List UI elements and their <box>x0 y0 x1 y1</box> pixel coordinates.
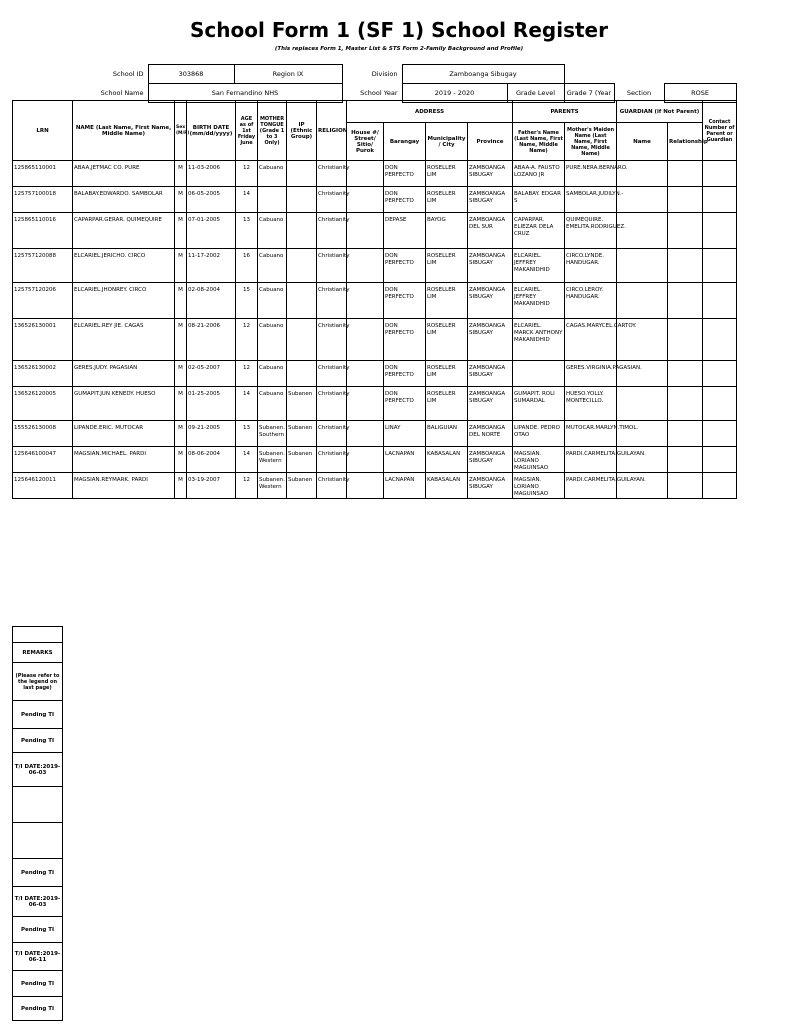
lrn-cell: 125757120206 <box>13 283 73 319</box>
sex-cell: M <box>175 447 187 473</box>
school-year-label: School Year <box>360 88 398 97</box>
lrn-cell: 125865110016 <box>13 213 73 249</box>
lrn-cell: 125865110001 <box>13 161 73 187</box>
house-cell <box>347 361 384 387</box>
house-cell <box>347 187 384 213</box>
school-year-value: 2019 - 2020 <box>403 84 508 102</box>
guardian-name-cell <box>617 387 668 421</box>
grade-level-label: Grade Level <box>515 88 556 97</box>
house-cell <box>347 387 384 421</box>
province-cell: ZAMBOANGA DEL NORTE <box>468 421 513 447</box>
remarks-header: REMARKS <box>13 643 63 663</box>
birth-date-cell: 02-05-2007 <box>187 361 236 387</box>
province-cell: ZAMBOANGA SIBUGAY <box>468 319 513 361</box>
barangay-cell: LINAY <box>384 421 426 447</box>
relationship-cell <box>668 387 703 421</box>
contact-cell <box>703 249 737 283</box>
father-name-cell: GUMAPIT. ROLI SUMARDAL <box>513 387 565 421</box>
header-religion: RELIGION <box>317 101 347 161</box>
sex-cell: M <box>175 161 187 187</box>
student-row <box>13 283 737 319</box>
mother-tongue-cell: Subanen. Western <box>258 473 287 499</box>
age-cell: 16 <box>236 249 258 283</box>
mother-name-cell: HUESO.YOLLY. MONTECILLO. <box>565 387 617 421</box>
mother-name-cell: GERES.VIRGINIA.PAGASIAN. <box>565 361 617 387</box>
relationship-cell <box>668 283 703 319</box>
birth-date-cell: 02-08-2004 <box>187 283 236 319</box>
barangay-cell: DON PERFECTO <box>384 387 426 421</box>
guardian-name-cell <box>617 283 668 319</box>
student-row <box>13 447 737 473</box>
religion-cell: Christianity <box>317 473 347 499</box>
religion-cell: Christianity <box>317 447 347 473</box>
sex-cell: M <box>175 283 187 319</box>
religion-cell: Christianity <box>317 387 347 421</box>
lrn-cell: 125646100047 <box>13 447 73 473</box>
municipality-cell: BAYOG <box>426 213 468 249</box>
mother-name-cell: QUIMEQUIRE. EMELITA.RODRIGUEZ. <box>565 213 617 249</box>
barangay-cell: DON PERFECTO <box>384 187 426 213</box>
student-row <box>13 421 737 447</box>
lrn-cell: 125757100018 <box>13 187 73 213</box>
remarks-note: (Please refer to the legend on last page) <box>13 663 63 701</box>
lrn-cell: 136526120005 <box>13 387 73 421</box>
name-cell: GUMAPIT.JUN KENEDY. HUESO <box>73 387 175 421</box>
header-address: ADDRESS <box>347 101 513 123</box>
sex-cell: M <box>175 213 187 249</box>
ip-cell <box>287 361 317 387</box>
age-cell: 15 <box>236 283 258 319</box>
age-cell: 14 <box>236 387 258 421</box>
ip-cell <box>287 249 317 283</box>
barangay-cell: LACNAPAN <box>384 473 426 499</box>
age-cell: 12 <box>236 319 258 361</box>
ip-cell <box>287 187 317 213</box>
mother-name-cell: SAMBOLAR.JUDILYN.- <box>565 187 617 213</box>
house-cell <box>347 447 384 473</box>
remark-cell: Pending TI <box>13 701 63 729</box>
municipality-cell: KABASALAN <box>426 473 468 499</box>
sex-cell: M <box>175 421 187 447</box>
barangay-cell: DON PERFECTO <box>384 361 426 387</box>
ip-cell: Subanen <box>287 387 317 421</box>
province-cell: ZAMBOANGA SIBUGAY <box>468 361 513 387</box>
header-province: Province <box>468 123 513 161</box>
mother-tongue-cell: Cabuano <box>258 387 287 421</box>
contact-cell <box>703 473 737 499</box>
ip-cell: Subanen <box>287 447 317 473</box>
remark-cell: T/I DATE:2019-06-03 <box>13 753 63 787</box>
sex-cell: M <box>175 387 187 421</box>
contact-cell <box>703 283 737 319</box>
relationship-cell <box>668 421 703 447</box>
student-row <box>13 319 737 361</box>
name-cell: ELCARIEL.REY JIE. CAGAS <box>73 319 175 361</box>
mother-tongue-cell: Cabuano <box>258 283 287 319</box>
header-relationship: Relationship <box>668 123 703 161</box>
municipality-cell: ROSELLER LIM <box>426 283 468 319</box>
birth-date-cell: 08-06-2004 <box>187 447 236 473</box>
birth-date-cell: 07-01-2005 <box>187 213 236 249</box>
relationship-cell <box>668 319 703 361</box>
remark-rows <box>13 701 63 1021</box>
father-name-cell: ABAA-A. FAUSTO LOZANO JR <box>513 161 565 187</box>
mother-tongue-cell: Cabuano <box>258 249 287 283</box>
header-parents: PARENTS <box>513 101 617 123</box>
name-cell: GERES.JUDY. PAGASIAN <box>73 361 175 387</box>
mother-name-cell: PARDI.CARMELITA.GUILAYAN. <box>565 473 617 499</box>
age-cell: 13 <box>236 213 258 249</box>
mother-name-cell: CIRCO.LYNDE. HANDUGAR. <box>565 249 617 283</box>
guardian-name-cell <box>617 213 668 249</box>
mother-name-cell: PURE.NERA.BERNARO. <box>565 161 617 187</box>
remark-cell: Pending TI <box>13 997 63 1021</box>
relationship-cell <box>668 161 703 187</box>
house-cell <box>347 473 384 499</box>
municipality-cell: BALIGUIAN <box>426 421 468 447</box>
header-mother-tongue: MOTHER TONGUE (Grade 1 to 3 Only) <box>258 101 287 161</box>
student-row <box>13 473 737 499</box>
house-cell <box>347 161 384 187</box>
lrn-cell: 136526130002 <box>13 361 73 387</box>
municipality-cell: ROSELLER LIM <box>426 249 468 283</box>
age-cell: 14 <box>236 447 258 473</box>
student-row <box>13 213 737 249</box>
remark-cell <box>13 823 63 859</box>
mother-name-cell: CIRCO.LEROY. HANDUGAR. <box>565 283 617 319</box>
name-cell: MAGSIAN.REYMARK. PARDI <box>73 473 175 499</box>
header-sex: Sex (M/F) <box>175 101 187 161</box>
birth-date-cell: 11-17-2002 <box>187 249 236 283</box>
header-age: AGE as of 1st Friday June <box>236 101 258 161</box>
remark-cell <box>13 787 63 823</box>
section-value: ROSE <box>664 84 736 103</box>
province-cell: ZAMBOANGA SIBUGAY <box>468 387 513 421</box>
age-cell: 12 <box>236 473 258 499</box>
barangay-cell: LACNAPAN <box>384 447 426 473</box>
ip-cell <box>287 319 317 361</box>
header-contact: Contact Number of Parent or Guardian <box>703 101 737 161</box>
school-id-label: School ID <box>112 69 144 78</box>
header-guardian: GUARDIAN (if Not Parent) <box>617 101 703 123</box>
name-cell: LIPANDE.ERIC. MUTOCAR <box>73 421 175 447</box>
name-cell: BALABAY.EDWARDO. SAMBOLAR <box>73 187 175 213</box>
father-name-cell: ELCARIEL. JEFFREY MAKANIDHID <box>513 283 565 319</box>
name-cell: ABAA,JETMAC CO. PURE <box>73 161 175 187</box>
religion-cell: Christianity <box>317 161 347 187</box>
province-cell: ZAMBOANGA DEL SUR <box>468 213 513 249</box>
religion-cell: Christianity <box>317 421 347 447</box>
section-label: Section <box>626 88 652 97</box>
school-name-value: San Fernandino NHS <box>148 84 342 103</box>
age-cell: 12 <box>236 361 258 387</box>
lrn-cell: 125757120088 <box>13 249 73 283</box>
mother-tongue-cell <box>258 187 287 213</box>
header-municipality: Municipality / City <box>426 123 468 161</box>
mother-tongue-cell: Cabuano <box>258 161 287 187</box>
ip-cell <box>287 161 317 187</box>
header-barangay: Barangay <box>384 123 426 161</box>
religion-cell: Christianity <box>317 213 347 249</box>
contact-cell <box>703 387 737 421</box>
religion-cell: Christianity <box>317 249 347 283</box>
relationship-cell <box>668 361 703 387</box>
header-ip: IP (Ethnic Group) <box>287 101 317 161</box>
house-cell <box>347 319 384 361</box>
division-label: Division <box>371 69 398 78</box>
lrn-cell: 155526130008 <box>13 421 73 447</box>
guardian-name-cell <box>617 187 668 213</box>
lrn-cell: 125646120011 <box>13 473 73 499</box>
mother-tongue-cell: Cabuano <box>258 319 287 361</box>
remark-cell: Pending TI <box>13 729 63 753</box>
age-cell: 12 <box>236 161 258 187</box>
mother-tongue-cell: Cabuano <box>258 361 287 387</box>
father-name-cell: MAGSIAN. LORIANO MAGUINSAO <box>513 473 565 499</box>
remarks-table <box>12 626 63 1021</box>
sex-cell: M <box>175 249 187 283</box>
father-name-cell: ELCARIEL. MARCK ANTHONY MAKANIDHID <box>513 319 565 361</box>
grade-level-value: Grade 7 (Year <box>564 84 614 103</box>
header-house: House #/ Street/ Sitio/ Purok <box>347 123 384 161</box>
remark-cell: Pending TI <box>13 917 63 943</box>
contact-cell <box>703 319 737 361</box>
header-lrn: LRN <box>13 101 73 161</box>
birth-date-cell: 09-21-2005 <box>187 421 236 447</box>
municipality-cell: ROSELLER LIM <box>426 319 468 361</box>
contact-cell <box>703 421 737 447</box>
birth-date-cell: 06-05-2005 <box>187 187 236 213</box>
relationship-cell <box>668 213 703 249</box>
student-row <box>13 387 737 421</box>
birth-date-cell: 01-25-2005 <box>187 387 236 421</box>
mother-name-cell: MUTOCAR.MARLYN.TIMOL. <box>565 421 617 447</box>
region-value: Region IX <box>234 65 342 84</box>
province-cell: ZAMBOANGA SIBUGAY <box>468 161 513 187</box>
barangay-cell: DON PERFECTO <box>384 319 426 361</box>
contact-cell <box>703 361 737 387</box>
father-name-cell: BALABAY. EDGAR S <box>513 187 565 213</box>
province-cell: ZAMBOANGA SIBUGAY <box>468 249 513 283</box>
province-cell: ZAMBOANGA SIBUGAY <box>468 447 513 473</box>
school-id-value: 303868 <box>148 65 234 84</box>
name-cell: CAPARPAR.GERAR. QUIMEQUIRE <box>73 213 175 249</box>
province-cell: ZAMBOANGA SIBUGAY <box>468 473 513 499</box>
remark-cell: T/I DATE:2019-06-03 <box>13 887 63 917</box>
mother-name-cell: PARDI.CARMELITA.GUILAYAN. <box>565 447 617 473</box>
religion-cell: Christianity <box>317 319 347 361</box>
house-cell <box>347 283 384 319</box>
remark-cell: Pending TI <box>13 859 63 887</box>
school-name-label: School Name <box>100 88 144 97</box>
province-cell: ZAMBOANGA SIBUGAY <box>468 187 513 213</box>
barangay-cell: DON PERFECTO <box>384 283 426 319</box>
father-name-cell: CAPARPAR. ELIEZAR DELA CRUZ <box>513 213 565 249</box>
province-cell: ZAMBOANGA SIBUGAY <box>468 283 513 319</box>
sex-cell: M <box>175 187 187 213</box>
municipality-cell: ROSELLER LIM <box>426 361 468 387</box>
mother-name-cell: CAGAS.MARYCEL.CARTOY. <box>565 319 617 361</box>
father-name-cell: ELCARIEL. JEFFREY MAKANIDHID <box>513 249 565 283</box>
contact-cell <box>703 161 737 187</box>
relationship-cell <box>668 447 703 473</box>
student-row <box>13 161 737 187</box>
header-name: NAME (Last Name, First Name, Middle Name) <box>73 101 175 161</box>
father-name-cell: LIPANDE. PEDRO OTAO <box>513 421 565 447</box>
header-father: Father's Name (Last Name, First Name, Middle Name) <box>513 123 565 161</box>
student-rows <box>13 161 737 499</box>
name-cell: ELCARIEL.JHONREY. CIRCO <box>73 283 175 319</box>
father-name-cell <box>513 361 565 387</box>
religion-cell: Christianity <box>317 283 347 319</box>
remark-cell: T/I DATE:2019-06-11 <box>13 943 63 971</box>
age-cell: 14 <box>236 187 258 213</box>
relationship-cell <box>668 249 703 283</box>
barangay-cell: DEPASE <box>384 213 426 249</box>
religion-cell: Christianity <box>317 187 347 213</box>
contact-cell <box>703 187 737 213</box>
barangay-cell: DON PERFECTO <box>384 161 426 187</box>
birth-date-cell: 03-19-2007 <box>187 473 236 499</box>
division-value: Zamboanga Sibugay <box>402 65 564 84</box>
birth-date-cell: 08-21-2006 <box>187 319 236 361</box>
ip-cell: Subanen <box>287 421 317 447</box>
contact-cell <box>703 213 737 249</box>
sex-cell: M <box>175 473 187 499</box>
mother-tongue-cell: Subanen. Western <box>258 447 287 473</box>
barangay-cell: DON PERFECTO <box>384 249 426 283</box>
age-cell: 13 <box>236 421 258 447</box>
sex-cell: M <box>175 361 187 387</box>
municipality-cell: ROSELLER LIM <box>426 161 468 187</box>
form-subtitle: (This replaces Form 1, Master List & STS Form 2-Family Background and Profile) <box>274 46 524 52</box>
guardian-name-cell <box>617 249 668 283</box>
mother-tongue-cell: Cabuano <box>258 213 287 249</box>
name-cell: MAGSIAN.MICHAEL. PARDI <box>73 447 175 473</box>
sex-cell: M <box>175 319 187 361</box>
remark-cell: Pending TI <box>13 971 63 997</box>
header-birth-date: BIRTH DATE (mm/dd/yyyy) <box>187 101 236 161</box>
header-mother: Mother's Maiden Name (Last Name, First Name, Middle Name) <box>565 123 617 161</box>
register-table <box>12 100 737 499</box>
ip-cell <box>287 283 317 319</box>
school-info-table <box>0 64 737 103</box>
student-row <box>13 361 737 387</box>
house-cell <box>347 249 384 283</box>
student-row <box>13 249 737 283</box>
form-title: School Form 1 (SF 1) School Register <box>190 18 608 42</box>
municipality-cell: ROSELLER LIM <box>426 387 468 421</box>
header-guardian-name: Name <box>617 123 668 161</box>
ip-cell: Subanen <box>287 473 317 499</box>
lrn-cell: 136526130001 <box>13 319 73 361</box>
contact-cell <box>703 447 737 473</box>
relationship-cell <box>668 187 703 213</box>
religion-cell: Christianity <box>317 361 347 387</box>
relationship-cell <box>668 473 703 499</box>
house-cell <box>347 421 384 447</box>
name-cell: ELCARIEL.JERICHO. CIRCO <box>73 249 175 283</box>
student-row <box>13 187 737 213</box>
mother-tongue-cell: Subanen. Southern <box>258 421 287 447</box>
municipality-cell: ROSELLER LIM <box>426 187 468 213</box>
father-name-cell: MAGSIAN. LORIANO MAGUINSAO <box>513 447 565 473</box>
house-cell <box>347 213 384 249</box>
municipality-cell: KABASALAN <box>426 447 468 473</box>
birth-date-cell: 11-03-2006 <box>187 161 236 187</box>
ip-cell <box>287 213 317 249</box>
